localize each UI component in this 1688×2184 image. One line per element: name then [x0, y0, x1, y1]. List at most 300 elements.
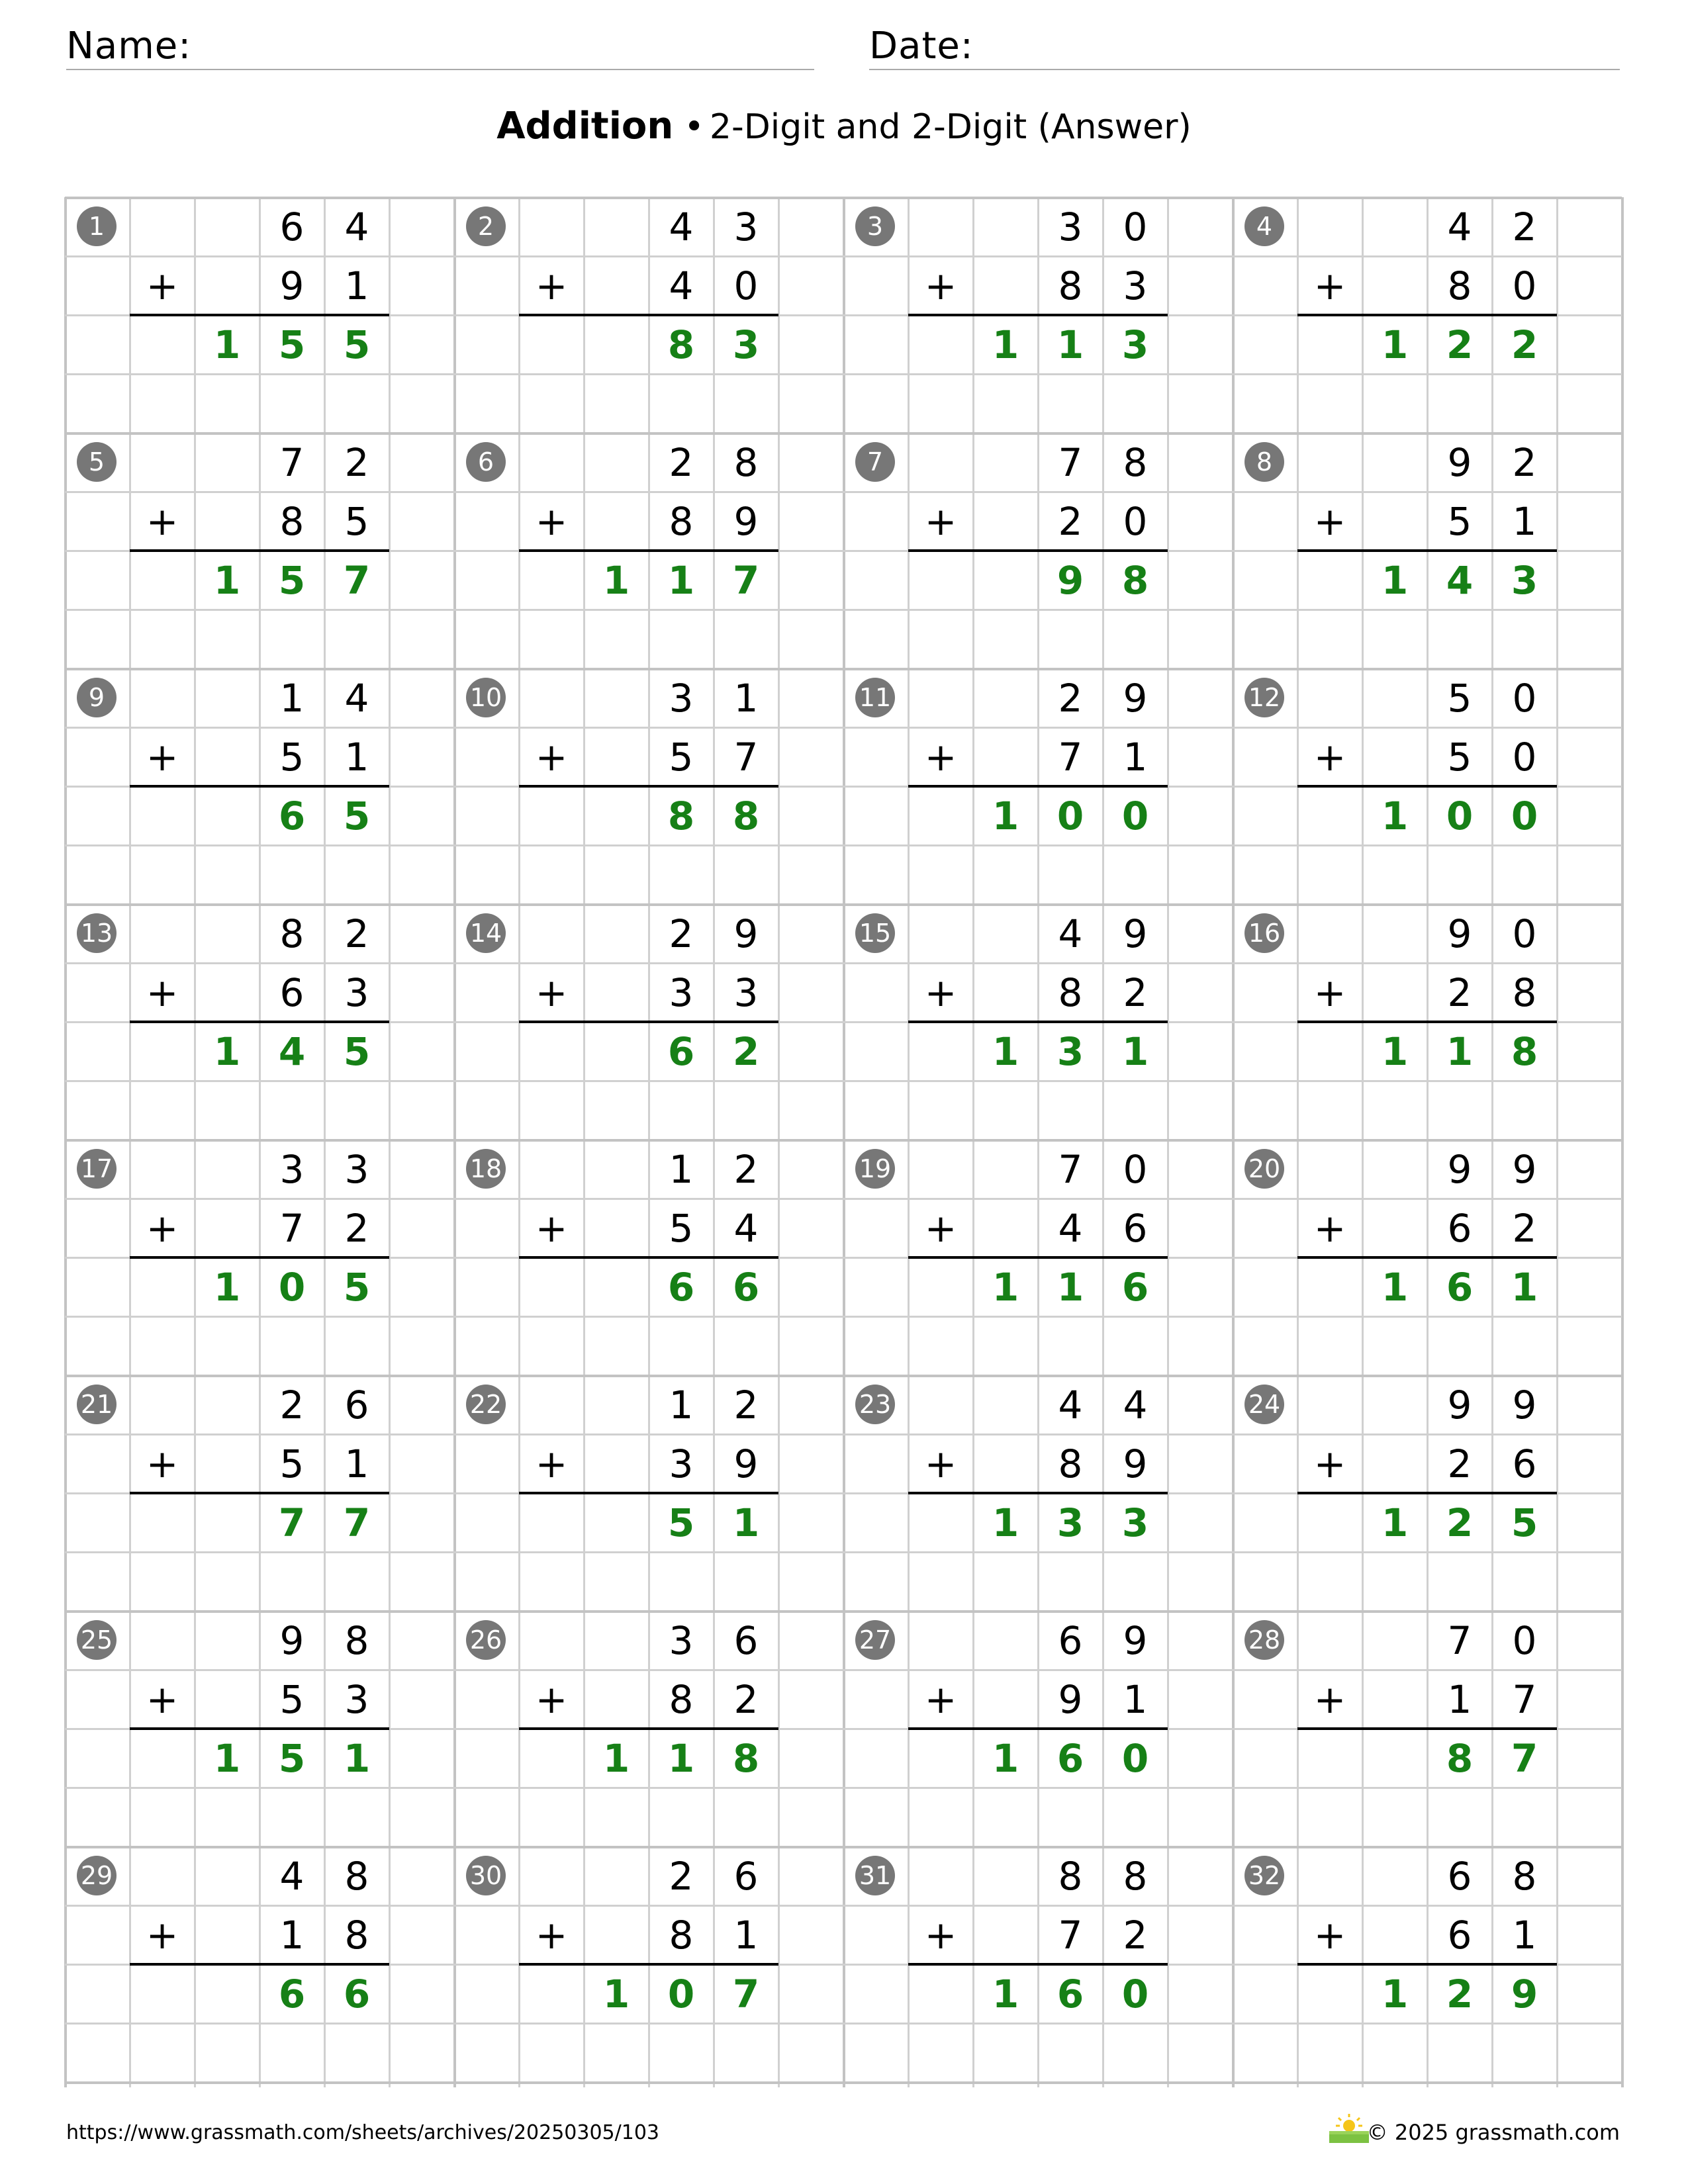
plus-sign: + [535, 734, 568, 780]
answer-digit: 6 [1121, 1264, 1149, 1310]
answer-digit: 1 [992, 793, 1019, 839]
problem-number-badge: 31 [855, 1856, 895, 1895]
problem-number-badge: 15 [855, 913, 895, 953]
addend-top-digit: 7 [1058, 439, 1083, 485]
title-subtitle: 2-Digit and 2-Digit (Answer) [709, 107, 1192, 147]
plus-sign: + [535, 1441, 568, 1486]
addend-top-digit: 9 [1447, 1382, 1472, 1428]
grid-line-vertical [843, 197, 845, 2087]
plus-sign: + [924, 263, 957, 308]
answer-digit: 5 [278, 322, 306, 367]
addend-bottom-digit: 3 [733, 970, 759, 1015]
addend-bottom-digit: 6 [1123, 1205, 1148, 1251]
answer-digit: 8 [1511, 1028, 1538, 1074]
footer-copyright: © 2025 grassmath.com [1366, 2120, 1620, 2145]
addend-bottom-digit: 0 [733, 263, 759, 308]
grid-line-vertical [64, 197, 67, 2087]
answer-digit: 0 [1121, 1735, 1149, 1781]
problem-number-badge: 28 [1244, 1620, 1284, 1660]
addend-top-digit: 6 [733, 1617, 759, 1663]
addend-bottom-digit: 1 [344, 734, 369, 780]
grass-sun-icon [1328, 2111, 1370, 2144]
addend-top-digit: 9 [1447, 1146, 1472, 1192]
addend-top-digit: 9 [733, 911, 759, 956]
problem-number-badge: 26 [466, 1620, 506, 1660]
addend-bottom-digit: 5 [279, 1676, 305, 1722]
addend-top-digit: 4 [669, 204, 694, 250]
addend-bottom-digit: 0 [1512, 734, 1537, 780]
addend-bottom-digit: 8 [669, 1912, 694, 1958]
addend-top-digit: 3 [279, 1146, 305, 1192]
addend-top-digit: 2 [669, 439, 694, 485]
answer-digit: 1 [992, 1028, 1019, 1074]
answer-digit: 1 [992, 1971, 1019, 2017]
addend-top-digit: 1 [733, 675, 759, 721]
addend-bottom-digit: 2 [1512, 1205, 1537, 1251]
plus-sign: + [535, 1676, 568, 1722]
answer-digit: 6 [278, 1971, 306, 2017]
addend-bottom-digit: 9 [1058, 1676, 1083, 1722]
name-label: Name: [66, 24, 192, 68]
answer-digit: 8 [732, 793, 760, 839]
problem-number-badge: 17 [77, 1149, 117, 1189]
addend-top-digit: 7 [1447, 1617, 1472, 1663]
problem-number-badge: 29 [77, 1856, 117, 1895]
plus-sign: + [146, 1441, 179, 1486]
plus-sign: + [924, 970, 957, 1015]
answer-digit: 2 [732, 1028, 760, 1074]
addend-top-digit: 9 [1123, 911, 1148, 956]
addend-bottom-digit: 3 [669, 970, 694, 1015]
addend-top-digit: 7 [279, 439, 305, 485]
addend-top-digit: 2 [279, 1382, 305, 1428]
answer-digit: 5 [343, 793, 371, 839]
addend-bottom-digit: 8 [279, 498, 305, 544]
answer-digit: 0 [667, 1971, 695, 2017]
plus-sign: + [1313, 1205, 1346, 1251]
answer-digit: 1 [992, 322, 1019, 367]
addend-top-digit: 3 [669, 675, 694, 721]
addend-top-digit: 1 [669, 1382, 694, 1428]
addend-top-digit: 2 [733, 1382, 759, 1428]
grid-line-vertical [1297, 197, 1299, 2087]
addend-bottom-digit: 8 [1058, 970, 1083, 1015]
addend-bottom-digit: 7 [279, 1205, 305, 1251]
answer-digit: 1 [1381, 1971, 1409, 2017]
plus-sign: + [1313, 734, 1346, 780]
grid-line-vertical [1232, 197, 1235, 2087]
answer-digit: 2 [1446, 1500, 1474, 1545]
problem-number-badge: 22 [466, 1385, 506, 1424]
addend-top-digit: 5 [1447, 675, 1472, 721]
addend-top-digit: 3 [1058, 204, 1083, 250]
footer-url[interactable]: https://www.grassmath.com/sheets/archives/20250305/103 [66, 2121, 660, 2144]
addend-bottom-digit: 8 [344, 1912, 369, 1958]
answer-digit: 4 [1446, 557, 1474, 603]
problem-number-badge: 23 [855, 1385, 895, 1424]
addend-top-digit: 0 [1123, 204, 1148, 250]
answer-digit: 5 [343, 322, 371, 367]
answer-digit: 1 [213, 322, 241, 367]
addend-top-digit: 3 [669, 1617, 694, 1663]
problem-number-badge: 19 [855, 1149, 895, 1189]
addend-bottom-digit: 7 [733, 734, 759, 780]
addend-top-digit: 0 [1512, 1617, 1537, 1663]
answer-digit: 1 [602, 557, 630, 603]
answer-digit: 1 [1056, 1264, 1084, 1310]
addend-bottom-digit: 2 [344, 1205, 369, 1251]
answer-digit: 6 [667, 1264, 695, 1310]
addend-bottom-digit: 5 [1447, 734, 1472, 780]
addend-top-digit: 9 [1447, 911, 1472, 956]
answer-digit: 5 [278, 557, 306, 603]
answer-digit: 6 [343, 1971, 371, 2017]
addend-bottom-digit: 1 [1512, 498, 1537, 544]
addend-top-digit: 0 [1512, 911, 1537, 956]
addend-top-digit: 2 [669, 1853, 694, 1899]
addend-bottom-digit: 1 [1512, 1912, 1537, 1958]
plus-sign: + [1313, 1676, 1346, 1722]
addend-bottom-digit: 6 [1447, 1205, 1472, 1251]
addend-top-digit: 3 [344, 1146, 369, 1192]
addend-top-digit: 9 [1512, 1146, 1537, 1192]
addend-bottom-digit: 5 [279, 734, 305, 780]
plus-sign: + [924, 1441, 957, 1486]
addend-top-digit: 2 [733, 1146, 759, 1192]
addend-bottom-digit: 5 [279, 1441, 305, 1486]
answer-digit: 0 [1121, 1971, 1149, 2017]
plus-sign: + [535, 1912, 568, 1958]
addend-top-digit: 8 [344, 1617, 369, 1663]
answer-digit: 8 [1121, 557, 1149, 603]
answer-digit: 0 [278, 1264, 306, 1310]
answer-digit: 1 [1381, 1500, 1409, 1545]
addend-bottom-digit: 7 [1058, 734, 1083, 780]
answer-digit: 1 [992, 1264, 1019, 1310]
answer-digit: 1 [213, 1264, 241, 1310]
answer-digit: 3 [1056, 1500, 1084, 1545]
answer-digit: 3 [1121, 322, 1149, 367]
addend-bottom-digit: 2 [1447, 970, 1472, 1015]
problem-number-badge: 21 [77, 1385, 117, 1424]
addend-bottom-digit: 9 [1123, 1441, 1148, 1486]
addend-bottom-digit: 8 [1058, 1441, 1083, 1486]
addend-top-digit: 9 [279, 1617, 305, 1663]
addend-top-digit: 4 [279, 1853, 305, 1899]
name-field[interactable] [66, 21, 814, 70]
problem-number-badge: 11 [855, 678, 895, 717]
plus-sign: + [924, 1676, 957, 1722]
addend-top-digit: 1 [669, 1146, 694, 1192]
addend-top-digit: 2 [344, 911, 369, 956]
plus-sign: + [146, 498, 179, 544]
answer-digit: 2 [1446, 1971, 1474, 2017]
answer-digit: 7 [732, 1971, 760, 2017]
addend-bottom-digit: 5 [669, 734, 694, 780]
addend-top-digit: 8 [279, 911, 305, 956]
addend-bottom-digit: 9 [733, 498, 759, 544]
answer-digit: 1 [667, 557, 695, 603]
problem-number-badge: 3 [855, 206, 895, 246]
plus-sign: + [1313, 498, 1346, 544]
addend-bottom-digit: 3 [1123, 263, 1148, 308]
answer-digit: 1 [667, 1735, 695, 1781]
answer-digit: 6 [1056, 1735, 1084, 1781]
answer-digit: 3 [1056, 1028, 1084, 1074]
addend-bottom-digit: 8 [669, 498, 694, 544]
addend-top-digit: 9 [1447, 439, 1472, 485]
addend-top-digit: 4 [1123, 1382, 1148, 1428]
answer-digit: 6 [1056, 1971, 1084, 2017]
problem-number-badge: 32 [1244, 1856, 1284, 1895]
title-separator: • [684, 107, 704, 147]
addend-bottom-digit: 1 [344, 263, 369, 308]
addend-top-digit: 6 [1447, 1853, 1472, 1899]
addend-bottom-digit: 8 [1447, 263, 1472, 308]
answer-digit: 6 [1446, 1264, 1474, 1310]
answer-digit: 0 [1511, 793, 1538, 839]
addend-top-digit: 0 [1123, 1146, 1148, 1192]
addend-bottom-digit: 1 [279, 1912, 305, 1958]
answer-digit: 1 [1121, 1028, 1149, 1074]
worksheet-grid [65, 197, 1622, 2087]
title-main: Addition [496, 105, 674, 148]
answer-digit: 1 [1381, 1028, 1409, 1074]
problem-number-badge: 8 [1244, 442, 1284, 482]
addend-bottom-digit: 0 [1512, 263, 1537, 308]
answer-digit: 1 [1511, 1264, 1538, 1310]
addend-top-digit: 2 [669, 911, 694, 956]
addend-bottom-digit: 0 [1123, 498, 1148, 544]
addend-bottom-digit: 6 [1512, 1441, 1537, 1486]
plus-sign: + [1313, 263, 1346, 308]
plus-sign: + [535, 970, 568, 1015]
answer-digit: 9 [1056, 557, 1084, 603]
plus-sign: + [146, 1912, 179, 1958]
addend-top-digit: 8 [1058, 1853, 1083, 1899]
addend-top-digit: 9 [1123, 1617, 1148, 1663]
addend-top-digit: 2 [344, 439, 369, 485]
problem-number-badge: 13 [77, 913, 117, 953]
plus-sign: + [924, 1205, 957, 1251]
plus-sign: + [924, 734, 957, 780]
addend-top-digit: 2 [1512, 439, 1537, 485]
addend-top-digit: 4 [344, 675, 369, 721]
addend-top-digit: 4 [344, 204, 369, 250]
plus-sign: + [924, 1912, 957, 1958]
plus-sign: + [1313, 970, 1346, 1015]
grid-line-vertical [583, 197, 585, 2087]
problem-number-badge: 24 [1244, 1385, 1284, 1424]
addend-bottom-digit: 2 [1058, 498, 1083, 544]
problem-number-badge: 12 [1244, 678, 1284, 717]
grid-line-horizontal [65, 2081, 1622, 2084]
addend-bottom-digit: 2 [1123, 970, 1148, 1015]
plus-sign: + [146, 734, 179, 780]
addend-top-digit: 6 [733, 1853, 759, 1899]
answer-digit: 7 [278, 1500, 306, 1545]
answer-digit: 2 [1446, 322, 1474, 367]
answer-digit: 8 [667, 793, 695, 839]
addend-top-digit: 8 [344, 1853, 369, 1899]
addend-bottom-digit: 1 [733, 1912, 759, 1958]
problem-number-badge: 7 [855, 442, 895, 482]
addend-bottom-digit: 7 [1512, 1676, 1537, 1722]
answer-digit: 0 [1446, 793, 1474, 839]
answer-digit: 0 [1121, 793, 1149, 839]
addend-bottom-digit: 2 [1447, 1441, 1472, 1486]
addend-top-digit: 6 [344, 1382, 369, 1428]
grid-line-vertical [518, 197, 520, 2087]
problem-number-badge: 20 [1244, 1149, 1284, 1189]
problem-number-badge: 1 [77, 206, 117, 246]
addend-bottom-digit: 6 [279, 970, 305, 1015]
addend-bottom-digit: 3 [344, 970, 369, 1015]
answer-digit: 8 [1446, 1735, 1474, 1781]
answer-digit: 7 [732, 557, 760, 603]
answer-digit: 0 [1056, 793, 1084, 839]
answer-digit: 7 [343, 557, 371, 603]
addend-bottom-digit: 9 [279, 263, 305, 308]
answer-digit: 5 [343, 1264, 371, 1310]
addend-bottom-digit: 5 [669, 1205, 694, 1251]
addend-top-digit: 0 [1512, 675, 1537, 721]
addend-bottom-digit: 4 [733, 1205, 759, 1251]
problem-number-badge: 4 [1244, 206, 1284, 246]
addend-top-digit: 2 [1058, 675, 1083, 721]
addend-top-digit: 3 [733, 204, 759, 250]
answer-digit: 1 [1056, 322, 1084, 367]
problem-number-badge: 6 [466, 442, 506, 482]
addend-bottom-digit: 8 [1512, 970, 1537, 1015]
answer-digit: 5 [1511, 1500, 1538, 1545]
problem-number-badge: 27 [855, 1620, 895, 1660]
answer-digit: 6 [732, 1264, 760, 1310]
addend-top-digit: 8 [1512, 1853, 1537, 1899]
answer-digit: 1 [213, 1735, 241, 1781]
problem-number-badge: 14 [466, 913, 506, 953]
plus-sign: + [1313, 1441, 1346, 1486]
addend-bottom-digit: 8 [669, 1676, 694, 1722]
addend-top-digit: 6 [279, 204, 305, 250]
addend-top-digit: 8 [733, 439, 759, 485]
answer-digit: 6 [278, 793, 306, 839]
answer-digit: 3 [1511, 557, 1538, 603]
addend-bottom-digit: 1 [1123, 734, 1148, 780]
grid-line-vertical [194, 197, 196, 2087]
plus-sign: + [146, 263, 179, 308]
answer-digit: 8 [667, 322, 695, 367]
addend-top-digit: 9 [1512, 1382, 1537, 1428]
grid-line-vertical [1621, 197, 1624, 2087]
answer-digit: 7 [1511, 1735, 1538, 1781]
answer-digit: 1 [343, 1735, 371, 1781]
answer-digit: 1 [602, 1735, 630, 1781]
grid-line-vertical [908, 197, 910, 2087]
plus-sign: + [1313, 1912, 1346, 1958]
problem-number-badge: 10 [466, 678, 506, 717]
answer-digit: 1 [213, 1028, 241, 1074]
addend-bottom-digit: 1 [344, 1441, 369, 1486]
addend-bottom-digit: 3 [344, 1676, 369, 1722]
date-field[interactable] [869, 21, 1620, 70]
problem-number-badge: 9 [77, 678, 117, 717]
addend-top-digit: 4 [1058, 911, 1083, 956]
addend-bottom-digit: 6 [1447, 1912, 1472, 1958]
problem-number-badge: 2 [466, 206, 506, 246]
grid-line-vertical [1362, 197, 1364, 2087]
addend-top-digit: 7 [1058, 1146, 1083, 1192]
addend-bottom-digit: 8 [1058, 263, 1083, 308]
problem-number-badge: 30 [466, 1856, 506, 1895]
date-label: Date: [869, 24, 974, 68]
addend-bottom-digit: 4 [1058, 1205, 1083, 1251]
addend-top-digit: 2 [1512, 204, 1537, 250]
worksheet-title [0, 105, 1688, 148]
addend-bottom-digit: 1 [1447, 1676, 1472, 1722]
grid-line-vertical [453, 197, 456, 2087]
answer-digit: 5 [343, 1028, 371, 1074]
problem-number-badge: 5 [77, 442, 117, 482]
grid-line-vertical [972, 197, 974, 2087]
problem-number-badge: 18 [466, 1149, 506, 1189]
addend-bottom-digit: 5 [1447, 498, 1472, 544]
answer-digit: 1 [1446, 1028, 1474, 1074]
answer-digit: 1 [1381, 1264, 1409, 1310]
addend-bottom-digit: 2 [1123, 1912, 1148, 1958]
addend-bottom-digit: 3 [669, 1441, 694, 1486]
answer-digit: 2 [1511, 322, 1538, 367]
addend-bottom-digit: 5 [344, 498, 369, 544]
plus-sign: + [146, 1676, 179, 1722]
plus-sign: + [146, 1205, 179, 1251]
problem-number-badge: 16 [1244, 913, 1284, 953]
addend-top-digit: 4 [1058, 1382, 1083, 1428]
answer-digit: 9 [1511, 1971, 1538, 2017]
plus-sign: + [535, 1205, 568, 1251]
addend-top-digit: 6 [1058, 1617, 1083, 1663]
problem-number-badge: 25 [77, 1620, 117, 1660]
plus-sign: + [146, 970, 179, 1015]
plus-sign: + [924, 498, 957, 544]
answer-digit: 1 [1381, 557, 1409, 603]
addend-bottom-digit: 2 [733, 1676, 759, 1722]
answer-digit: 3 [1121, 1500, 1149, 1545]
answer-digit: 5 [278, 1735, 306, 1781]
answer-digit: 5 [667, 1500, 695, 1545]
addend-bottom-digit: 9 [733, 1441, 759, 1486]
answer-digit: 1 [213, 557, 241, 603]
answer-digit: 1 [602, 1971, 630, 2017]
addend-bottom-digit: 4 [669, 263, 694, 308]
answer-digit: 1 [732, 1500, 760, 1545]
answer-digit: 7 [343, 1500, 371, 1545]
plus-sign: + [535, 263, 568, 308]
answer-digit: 8 [732, 1735, 760, 1781]
addend-top-digit: 8 [1123, 1853, 1148, 1899]
plus-sign: + [535, 498, 568, 544]
answer-digit: 1 [1381, 793, 1409, 839]
answer-digit: 1 [992, 1500, 1019, 1545]
answer-digit: 3 [732, 322, 760, 367]
addend-top-digit: 9 [1123, 675, 1148, 721]
answer-digit: 4 [278, 1028, 306, 1074]
answer-digit: 1 [1381, 322, 1409, 367]
addend-top-digit: 4 [1447, 204, 1472, 250]
answer-digit: 6 [667, 1028, 695, 1074]
answer-digit: 1 [992, 1735, 1019, 1781]
addend-top-digit: 8 [1123, 439, 1148, 485]
